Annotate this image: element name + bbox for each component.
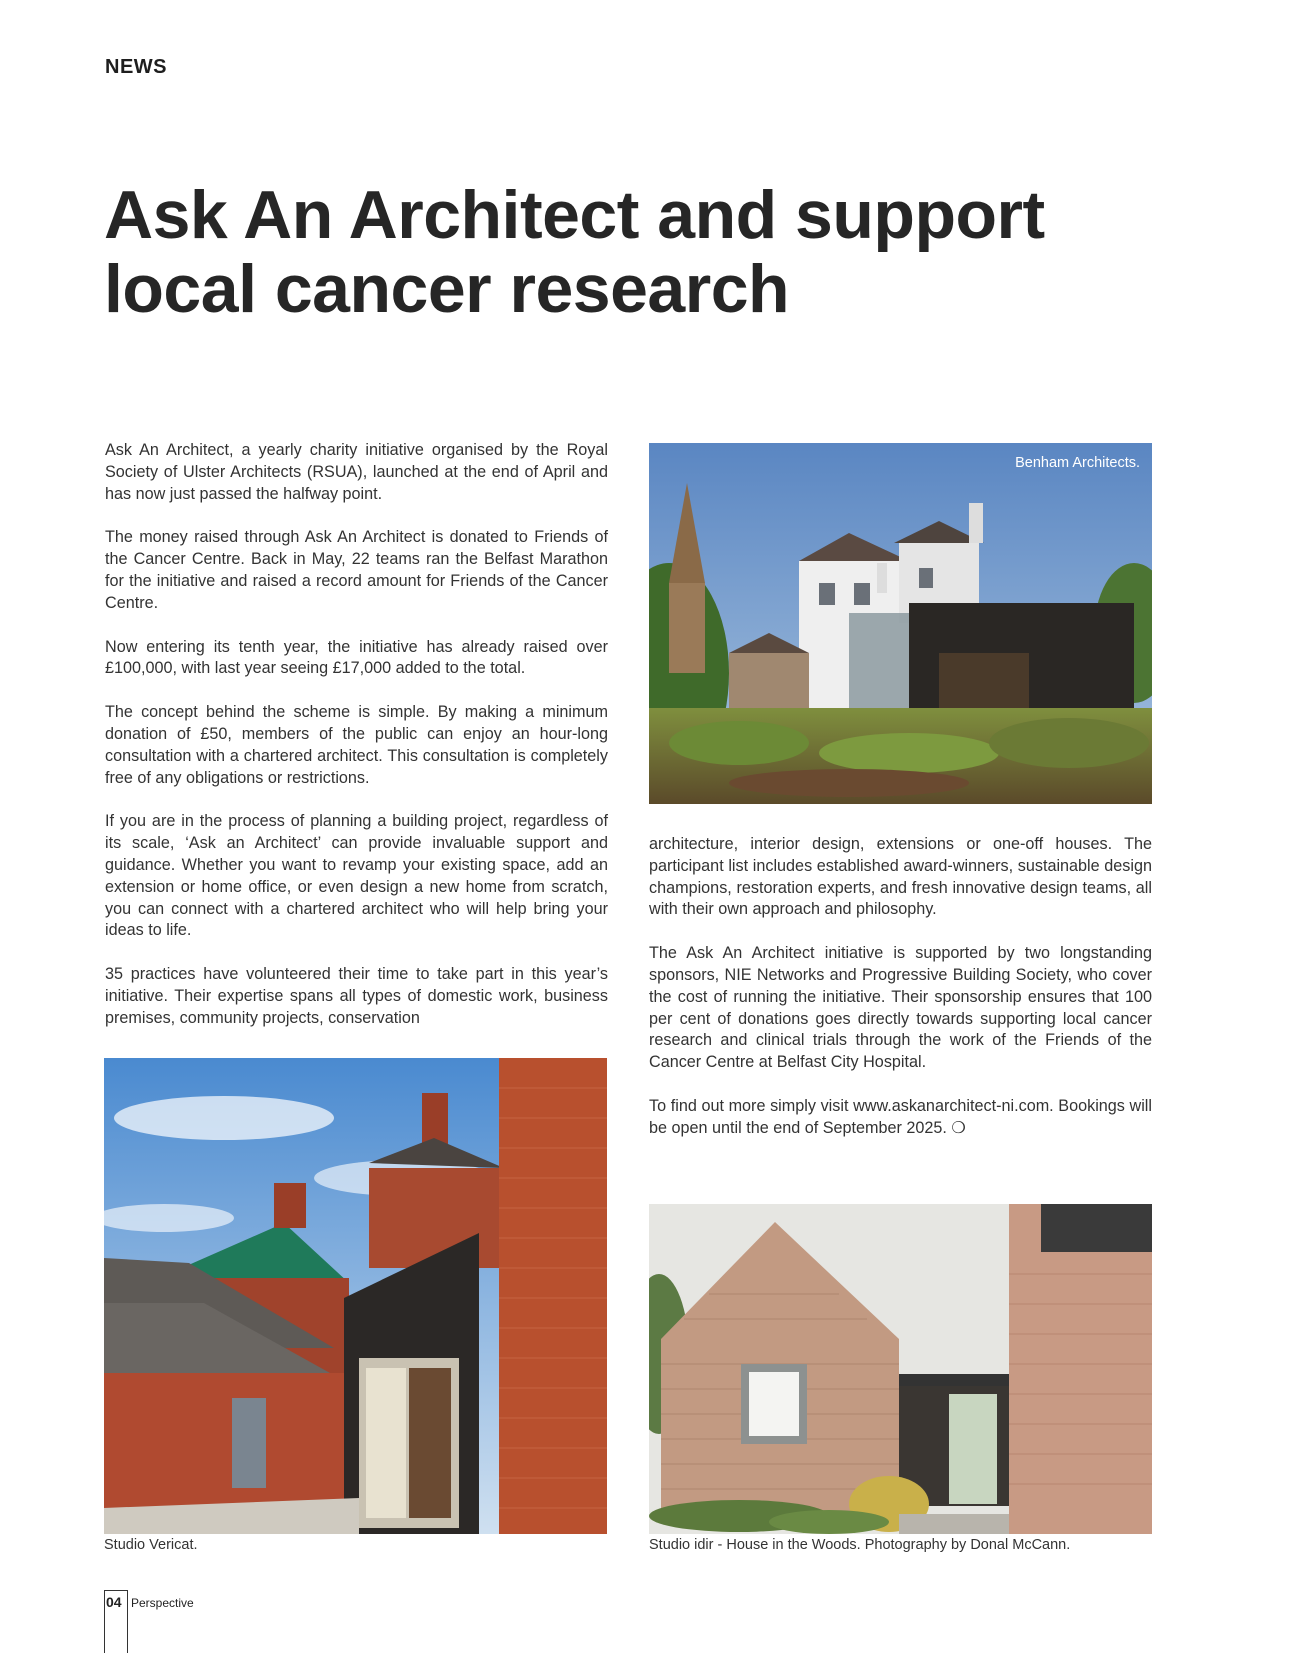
paragraph: The concept behind the scheme is simple. By making a minimum donation of £50, members of the public can enjoy an hour-long consultation with a chartered architect. This consultation is completely free of any obligations or restrictions.: [105, 703, 608, 787]
right-column: [649, 834, 1152, 1162]
photo-studio-vericat: [104, 1058, 607, 1534]
paragraph: The money raised through Ask An Architect is donated to Friends of the Cancer Centre. Back in May, 22 teams ran the Belfast Marathon for the initiative and raised a record amount for Friends of the Cancer Centre.: [105, 528, 608, 612]
photo-house-in-the-woods: [649, 1204, 1152, 1534]
paragraph: Now entering its tenth year, the initiative has already raised over £100,000, with last year seeing £17,000 added to the total.: [105, 637, 608, 678]
publication-name: Perspective: [131, 1596, 194, 1610]
caption-house-in-the-woods: Studio idir - House in the Woods. Photography by Donal McCann.: [649, 1537, 1071, 1553]
caption-studio-vericat: Studio Vericat.: [104, 1537, 198, 1553]
paragraph: Ask An Architect, a yearly charity initiative organised by the Royal Society of Ulster Architects (RSUA), launched at the end of April and has now just passed the halfway point.: [105, 441, 608, 503]
paragraph: To find out more simply visit www.askanarchitect-ni.com. Bookings will be open until the end of September 2025. ❍: [649, 1096, 1152, 1137]
photo-credit: Benham Architects.: [1015, 455, 1140, 471]
left-column: [105, 440, 608, 1052]
paragraph: The Ask An Architect initiative is supported by two longstanding sponsors, NIE Networks and Progressive Building Society, who cover the cost of running the initiative. Their sponsorship ensures that 100 per cent of donations goes directly towards supporting local cancer research and clinical trials through the work of the Friends of the Cancer Centre at Belfast City Hospital.: [649, 944, 1152, 1072]
paragraph: If you are in the process of planning a building project, regardless of its scale, ‘Ask an Architect’ can provide invaluable support and guidance. Whether you want to revamp your existing space, add an extension or home office, or even design a new home from scratch, you can connect with a chartered architect who will help bring your ideas to life.: [105, 812, 608, 940]
paragraph: 35 practices have volunteered their time to take part in this year’s initiative. Their expertise spans all types of domestic work, business premises, community projects, conservation: [105, 965, 608, 1027]
paragraph: architecture, interior design, extensions or one-off houses. The participant list includes established award-winners, sustainable design champions, restoration experts, and fresh innovative design teams, all with their own approach and philosophy.: [649, 835, 1152, 919]
section-label: NEWS: [105, 56, 167, 78]
photo-benham-architects: [649, 443, 1152, 804]
headline: Ask An Architect and support local cancer research: [104, 177, 1045, 327]
page-number: 04: [106, 1594, 122, 1610]
